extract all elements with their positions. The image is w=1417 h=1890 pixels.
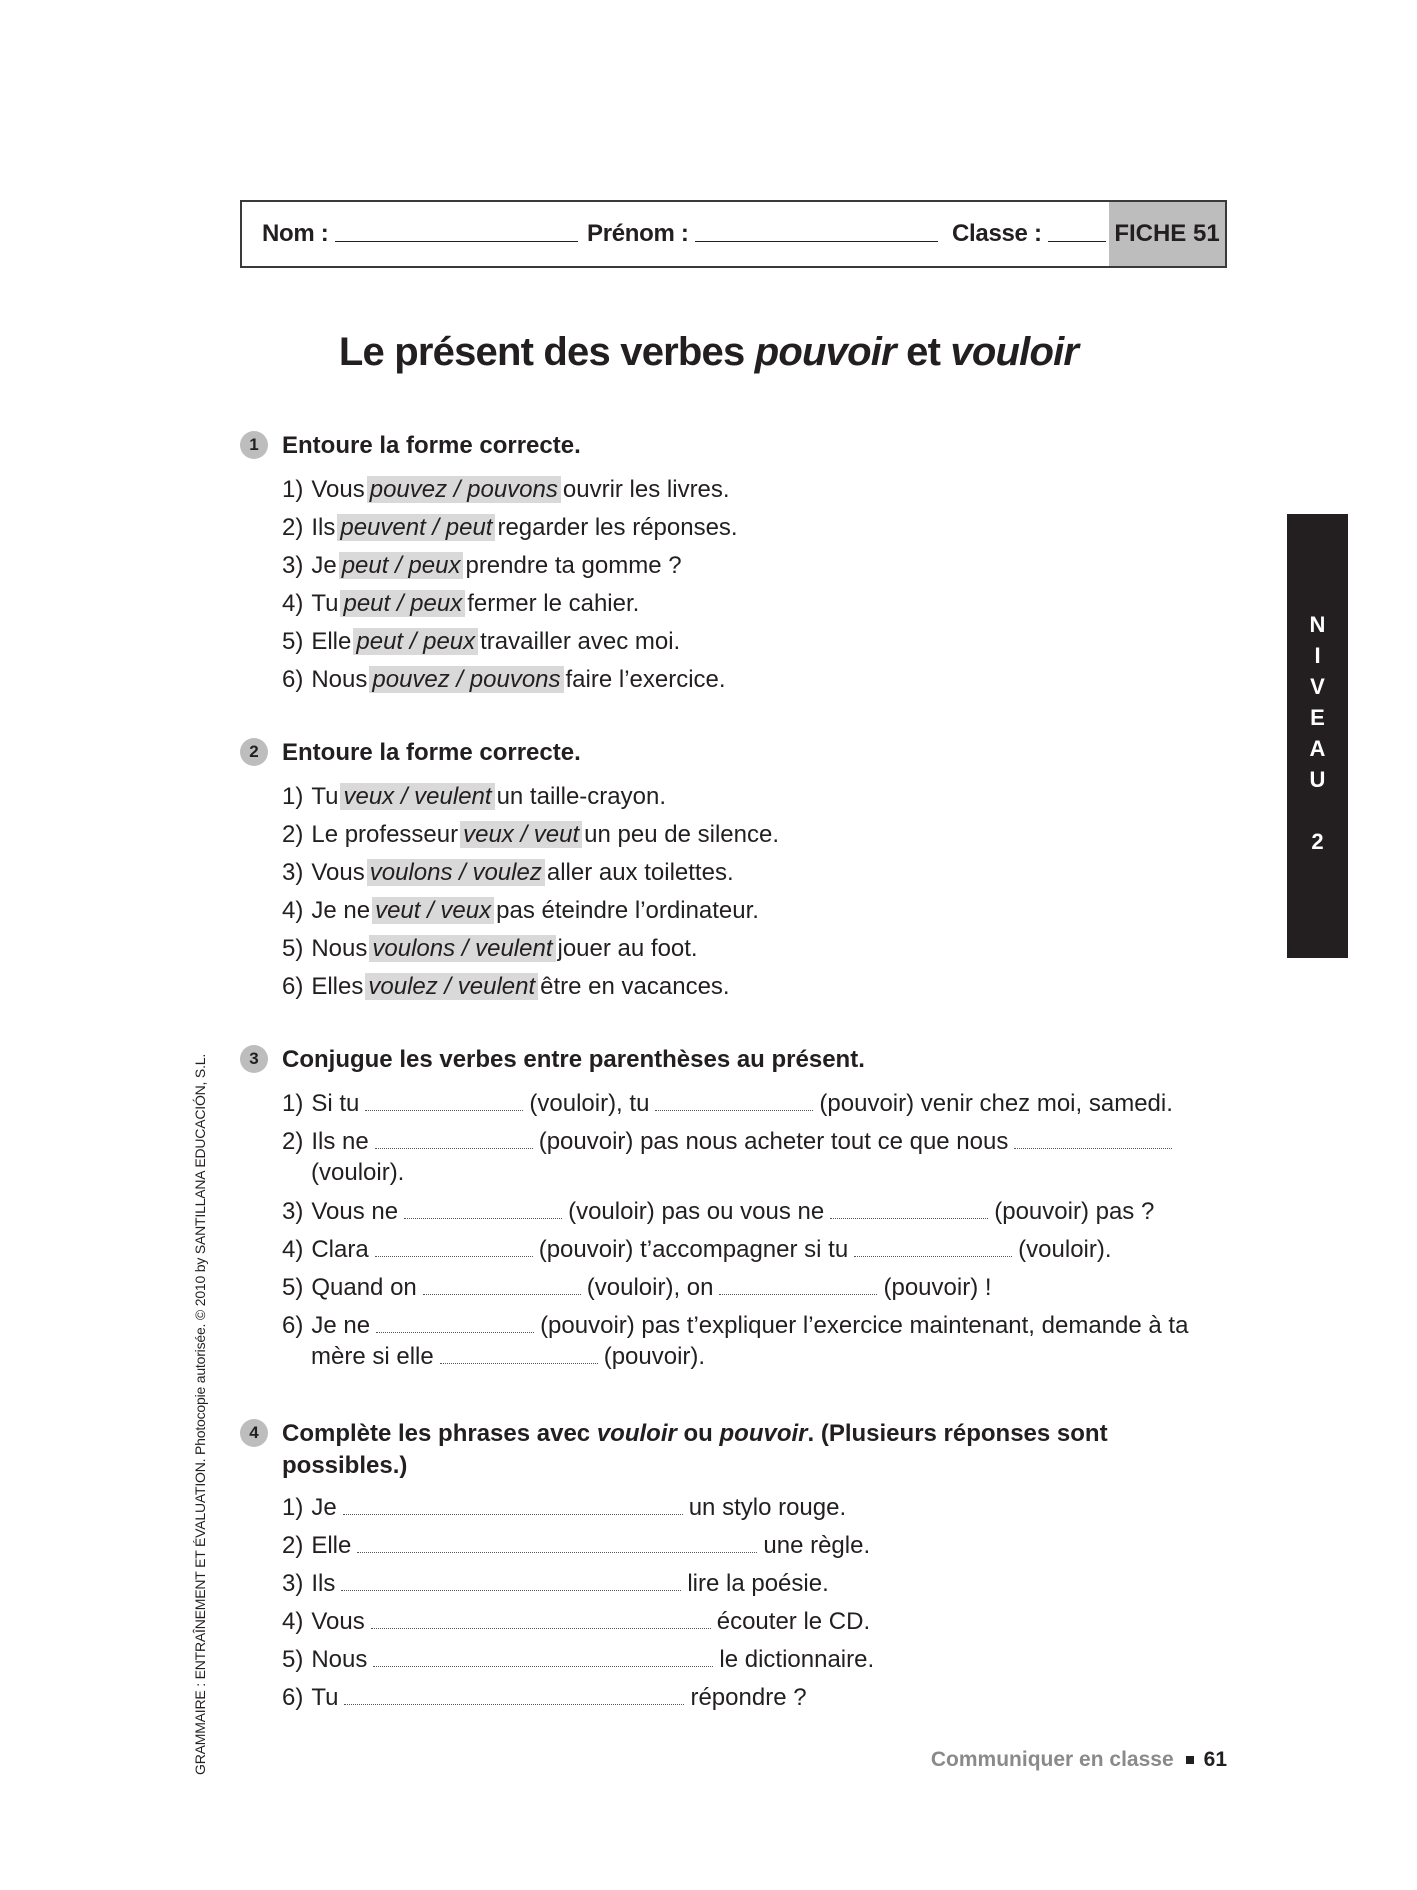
ex3-item-4 [282, 1234, 1112, 1265]
item-text: travailler avec moi. [480, 628, 681, 655]
item-text: Vous [311, 859, 365, 886]
item-text: une règle. [763, 1532, 871, 1559]
answer-blank[interactable] [830, 1217, 988, 1219]
ex2-item-6 [282, 971, 730, 1002]
choice-option[interactable]: peuvent / peut [337, 514, 495, 541]
item-text: prendre ta gomme ? [465, 552, 682, 579]
nom-line[interactable] [335, 240, 578, 242]
answer-blank[interactable] [357, 1551, 757, 1553]
item-text: faire l’exercice. [565, 666, 726, 693]
item-number: 5) [282, 1646, 304, 1673]
item-number: 3) [282, 552, 304, 579]
ex2-item-1 [282, 781, 666, 812]
ex3-item-3 [282, 1196, 1154, 1227]
exercise-instruction: Entoure la forme correcte. [282, 432, 581, 459]
item-number: 6) [282, 1684, 304, 1711]
choice-option[interactable]: veut / veux [372, 897, 494, 924]
item-text: Tu [311, 1684, 339, 1711]
ex2-item-3 [282, 857, 734, 888]
answer-blank[interactable] [344, 1703, 684, 1705]
niveau-letter: V [1310, 674, 1325, 699]
item-number: 1) [282, 783, 304, 810]
item-number: 5) [282, 935, 304, 962]
classe-line[interactable] [1048, 240, 1106, 242]
answer-blank[interactable] [440, 1362, 598, 1364]
item-text: (pouvoir) pas nous acheter tout ce que nous [538, 1128, 1009, 1155]
item-text: Je ne [311, 897, 371, 924]
choice-option[interactable]: voulons / voulez [367, 859, 545, 886]
item-number: 2) [282, 514, 304, 541]
item-text: le dictionnaire. [719, 1646, 875, 1673]
answer-blank[interactable] [854, 1255, 1012, 1257]
item-number: 6) [282, 666, 304, 693]
niveau-letter: I [1314, 643, 1321, 668]
instruction-text: Complète les phrases avec [282, 1420, 597, 1447]
niveau-letter: N [1309, 612, 1326, 637]
item-number: 2) [282, 821, 304, 848]
page-footer [931, 1748, 1227, 1772]
item-text: (pouvoir) pas t’expliquer l’exercice maintenant, demande à ta [540, 1312, 1189, 1339]
prenom-label: Prénom : [587, 220, 689, 247]
niveau-letter: A [1309, 736, 1326, 761]
answer-blank[interactable] [375, 1255, 533, 1257]
niveau-letter: E [1310, 705, 1325, 730]
ex4-item-3 [282, 1568, 829, 1599]
answer-blank[interactable] [423, 1293, 581, 1295]
item-text: Quand on [311, 1274, 417, 1301]
item-text: écouter le CD. [716, 1608, 871, 1635]
instruction-verb: vouloir [596, 1420, 677, 1447]
item-number: 6) [282, 973, 304, 1000]
item-number: 3) [282, 1570, 304, 1597]
item-text: Je ne [311, 1312, 371, 1339]
footer-square-icon [1186, 1756, 1194, 1764]
exercise-instruction [282, 1418, 1108, 1482]
item-text: un peu de silence. [584, 821, 779, 848]
item-number: 4) [282, 1236, 304, 1263]
item-text: (pouvoir) pas ? [994, 1198, 1155, 1225]
page-title [0, 330, 1417, 375]
item-text: regarder les réponses. [497, 514, 738, 541]
ex3-item-6-continued [311, 1341, 705, 1372]
item-text: Si tu [311, 1090, 360, 1117]
item-text: répondre ? [690, 1684, 807, 1711]
item-number: 6) [282, 1312, 304, 1339]
choice-option[interactable]: peut / peux [353, 628, 478, 655]
item-text: mère si elle [311, 1343, 434, 1370]
item-number: 3) [282, 1198, 304, 1225]
ex3-item-1 [282, 1088, 1173, 1119]
item-text: (pouvoir). [603, 1343, 706, 1370]
answer-blank[interactable] [371, 1627, 711, 1629]
exercise-3-heading [240, 1044, 865, 1076]
exercise-number-badge: 3 [240, 1045, 268, 1073]
student-info-header [240, 200, 1227, 268]
ex1-item-6 [282, 664, 726, 695]
item-number: 2) [282, 1532, 304, 1559]
answer-blank[interactable] [343, 1513, 683, 1515]
answer-blank[interactable] [376, 1331, 534, 1333]
item-text: Nous [311, 1646, 368, 1673]
answer-blank[interactable] [404, 1217, 562, 1219]
exercise-1-heading [240, 430, 581, 462]
choice-option[interactable]: pouvez / pouvons [369, 666, 563, 693]
item-text: (vouloir), tu [529, 1090, 650, 1117]
exercise-4-heading [240, 1418, 1108, 1482]
prenom-field [587, 220, 938, 248]
item-text: ouvrir les livres. [562, 476, 730, 503]
ex3-item-6 [282, 1310, 1188, 1341]
ex3-item-2-continued: (vouloir). [311, 1159, 405, 1186]
choice-option[interactable]: peut / peux [339, 552, 464, 579]
item-number: 1) [282, 1494, 304, 1521]
item-text: (pouvoir) venir chez moi, samedi. [819, 1090, 1173, 1117]
item-text: Je [311, 552, 337, 579]
ex1-item-2 [282, 512, 738, 543]
item-text: (vouloir), on [586, 1274, 714, 1301]
niveau-level-number: 2 [1311, 829, 1324, 854]
ex4-item-5 [282, 1644, 874, 1675]
choice-option[interactable]: peut / peux [340, 590, 465, 617]
ex4-item-6 [282, 1682, 807, 1713]
item-text: aller aux toilettes. [546, 859, 734, 886]
ex2-item-5 [282, 933, 698, 964]
fiche-badge: FICHE 51 [1109, 202, 1225, 266]
choice-option[interactable]: voulez / veulent [365, 973, 538, 1000]
item-number: 1) [282, 476, 304, 503]
ex4-item-4 [282, 1606, 870, 1637]
item-number: 4) [282, 590, 304, 617]
item-text: un taille-crayon. [496, 783, 666, 810]
niveau-side-tab [1287, 514, 1348, 958]
item-text: Nous [311, 666, 368, 693]
ex4-item-2 [282, 1530, 870, 1561]
item-text: Le professeur [311, 821, 459, 848]
classe-label: Classe : [952, 220, 1042, 247]
nom-label: Nom : [262, 220, 329, 247]
ex1-item-4 [282, 588, 639, 619]
choice-option[interactable]: pouvez / pouvons [367, 476, 561, 503]
exercise-number-badge: 1 [240, 431, 268, 459]
ex3-item-5 [282, 1272, 992, 1303]
answer-blank[interactable] [365, 1109, 523, 1111]
instruction-text: . (Plusieurs réponses sont [807, 1420, 1108, 1447]
item-text: Tu [311, 783, 339, 810]
item-text: Je [311, 1494, 337, 1521]
item-text: Elle [311, 1532, 352, 1559]
footer-section-label: Communiquer en classe [930, 1748, 1174, 1771]
answer-blank[interactable] [719, 1293, 877, 1295]
answer-blank[interactable] [341, 1589, 681, 1591]
item-number: 5) [282, 1274, 304, 1301]
item-text: pas éteindre l’ordinateur. [496, 897, 759, 924]
nom-field [262, 220, 578, 248]
item-number: 3) [282, 859, 304, 886]
exercise-instruction: Entoure la forme correcte. [282, 739, 581, 766]
instruction-text: possibles.) [282, 1452, 408, 1479]
item-text: (vouloir) pas ou vous ne [568, 1198, 825, 1225]
choice-option[interactable]: veux / veut [460, 821, 582, 848]
item-number: 4) [282, 897, 304, 924]
prenom-line[interactable] [695, 240, 938, 242]
item-text: un stylo rouge. [688, 1494, 847, 1521]
item-text: (pouvoir) t’accompagner si tu [538, 1236, 849, 1263]
ex3-item-2 [282, 1126, 1178, 1157]
classe-field [952, 220, 1106, 248]
item-text: Vous [311, 476, 365, 503]
item-text: Elle [311, 628, 352, 655]
item-number: 4) [282, 1608, 304, 1635]
ex4-item-1 [282, 1492, 846, 1523]
page-number: 61 [1203, 1748, 1227, 1771]
exercise-2-heading [240, 737, 581, 769]
instruction-text: ou [676, 1420, 720, 1447]
exercise-instruction: Conjugue les verbes entre parenthèses au présent. [282, 1046, 865, 1073]
answer-blank[interactable] [1014, 1147, 1172, 1149]
item-text: Ils [311, 1570, 336, 1597]
ex2-item-4 [282, 895, 759, 926]
item-text: jouer au foot. [557, 935, 698, 962]
instruction-verb: pouvoir [719, 1420, 808, 1447]
item-text: Ils [311, 514, 336, 541]
item-text: Clara [311, 1236, 369, 1263]
item-text: fermer le cahier. [467, 590, 640, 617]
ex1-item-1 [282, 474, 730, 505]
answer-blank[interactable] [655, 1109, 813, 1111]
item-text: être en vacances. [540, 973, 730, 1000]
answer-blank[interactable] [373, 1665, 713, 1667]
title-text-1: Le présent des verbes [338, 330, 755, 374]
answer-blank[interactable] [375, 1147, 533, 1149]
choice-option[interactable]: veux / veulent [340, 783, 494, 810]
ex2-item-2 [282, 819, 779, 850]
item-text: Ils ne [311, 1128, 369, 1155]
item-number: 2) [282, 1128, 304, 1155]
title-verb-2: vouloir [950, 330, 1079, 374]
ex1-item-3 [282, 550, 682, 581]
title-verb-1: pouvoir [754, 330, 896, 374]
item-number: 5) [282, 628, 304, 655]
ex1-item-5 [282, 626, 680, 657]
item-text: Elles [311, 973, 364, 1000]
title-text-2: et [895, 330, 951, 374]
item-text: Tu [311, 590, 339, 617]
copyright-notice: GRAMMAIRE : ENTRAÎNEMENT ET ÉVALUATION. Photocopie autorisée. © 2010 by SANTILLANA EDUCACIÓN, S.L. [192, 1053, 208, 1775]
exercise-number-badge: 2 [240, 738, 268, 766]
item-text: Vous ne [311, 1198, 399, 1225]
item-text: lire la poésie. [687, 1570, 829, 1597]
exercise-number-badge: 4 [240, 1419, 268, 1447]
item-text: (pouvoir) ! [883, 1274, 992, 1301]
item-text: Vous [311, 1608, 365, 1635]
niveau-letter: U [1309, 767, 1326, 792]
choice-option[interactable]: voulons / veulent [369, 935, 555, 962]
item-text: (vouloir). [1018, 1236, 1112, 1263]
item-number: 1) [282, 1090, 304, 1117]
item-text: Nous [311, 935, 368, 962]
